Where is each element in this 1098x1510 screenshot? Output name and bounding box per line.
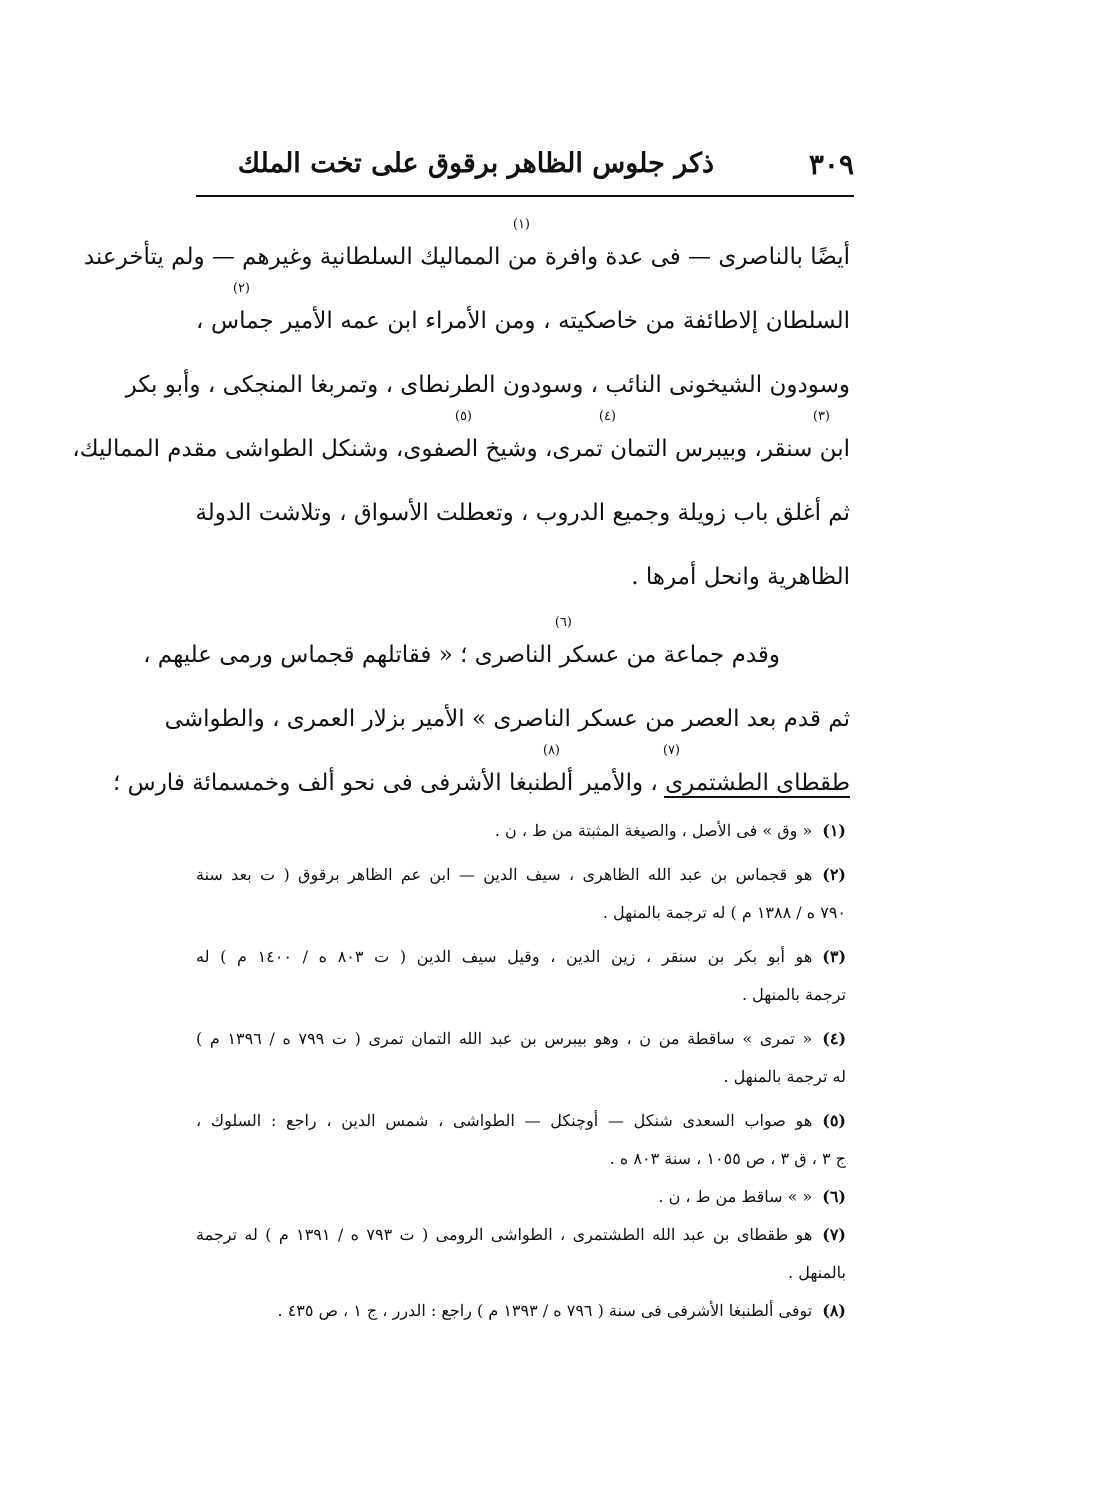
footnote-number: (٥) bbox=[822, 1111, 846, 1130]
footnote-number: (٤) bbox=[822, 1029, 847, 1048]
text-line: (٧) (٨) طقطاى الطشتمرى ، والأمير ألطنبغا الأشرفى فى نحو ألف وخمسمائة فارس ؛ bbox=[113, 743, 850, 796]
text-line: الظاهرية وانحل أمرها . bbox=[631, 564, 850, 590]
footnote-ref: (٦) bbox=[554, 615, 572, 630]
footnote bbox=[196, 1218, 846, 1256]
footnote-text: هو طقطاى بن عبد الله الطشتمرى ، الطواشى الرومى ( ت ٧٩٣ ه / ١٣٩١ م ) له ترجمة bbox=[196, 1225, 813, 1244]
footnote-ref: (٢) bbox=[232, 281, 250, 296]
footnote-text: هو صواب السعدى شنكل — أوچنكل — الطواشى ، شمس الدين ، راجع : السلوك ، bbox=[196, 1111, 813, 1130]
footnote-number: (٢) bbox=[822, 865, 846, 884]
footnotes bbox=[196, 814, 846, 1332]
footnote-ref: (٧) bbox=[662, 743, 680, 758]
footnote-text: هو أبو بكر بن سنقر ، زين الدين ، وقيل سيف الدين ( ت ٨٠٣ ه / ١٤٠٠ م ) له bbox=[196, 947, 813, 966]
footnote-ref: (٨) bbox=[542, 743, 560, 758]
footnote-continuation: له ترجمة بالمنهل . bbox=[723, 1067, 846, 1086]
text-line: (١) أيضًا بالناصرى — فى عدة وافرة من المماليك السلطانية وغيرهم — ولم يتأخرعند bbox=[83, 217, 850, 270]
footnote bbox=[196, 814, 846, 852]
footnote bbox=[196, 1180, 846, 1218]
footnote-text: « » ساقط من ط ، ن . bbox=[658, 1187, 813, 1206]
page-header bbox=[196, 148, 854, 188]
header-rule bbox=[196, 195, 854, 197]
footnote-number: (١) bbox=[822, 821, 846, 840]
footnote-number: (٨) bbox=[822, 1301, 846, 1320]
footnote-number: (٦) bbox=[822, 1187, 846, 1206]
footnote-continuation: بالمنهل . bbox=[788, 1263, 846, 1282]
footnote bbox=[196, 858, 846, 896]
text-line: (٦) وقدم جماعة من عسكر الناصرى ؛ « فقاتلهم قجماس ورمى عليهم ، bbox=[143, 615, 780, 668]
text-line: (٢) السلطان إلاطائفة من خاصكيته ، ومن الأمراء ابن عمه الأمير جماس ، bbox=[196, 281, 850, 334]
footnote-ref: (٥) bbox=[454, 409, 472, 424]
footnote bbox=[196, 1022, 846, 1060]
running-title: ذكر جلوس الظاهر برقوق على تخت الملك bbox=[237, 148, 714, 179]
footnote-ref: (٤) bbox=[598, 409, 616, 424]
page-number: ٣٠٩ bbox=[808, 148, 854, 181]
text-line: ثم قدم بعد العصر من عسكر الناصرى » الأمير بزلار العمرى ، والطواشى bbox=[164, 706, 850, 732]
footnote-ref: (١) bbox=[512, 217, 530, 232]
footnote-number: (٣) bbox=[822, 947, 847, 966]
footnote bbox=[196, 940, 846, 978]
footnote-continuation: ٧٩٠ ه / ١٣٨٨ م ) له ترجمة بالمنهل . bbox=[602, 903, 846, 922]
main-text bbox=[72, 217, 850, 822]
footnote-text: « وق » فى الأصل ، والصيغة المثبتة من ط ، ن . bbox=[494, 821, 813, 840]
footnote-continuation: ترجمة بالمنهل . bbox=[741, 985, 846, 1004]
footnote-text: هو قجماس بن عبد الله الظاهرى ، سيف الدين — ابن عم الظاهر برقوق ( ت بعد سنة bbox=[196, 865, 813, 884]
text-line: ثم أغلق باب زويلة وجميع الدروب ، وتعطلت الأسواق ، وتلاشت الدولة bbox=[195, 500, 850, 526]
footnote-number: (٧) bbox=[822, 1225, 846, 1244]
footnote-text: « تمرى » ساقطة من ن ، وهو بيبرس بن عبد الله التمان تمرى ( ت ٧٩٩ ه / ١٣٩٦ م ) bbox=[196, 1029, 813, 1048]
footnote-ref: (٣) bbox=[812, 409, 830, 424]
footnote bbox=[196, 1294, 846, 1332]
footnote bbox=[196, 1104, 846, 1142]
text-line: وسودون الشيخونى النائب ، وسودون الطرنطاى ، وتمربغا المنجكى ، وأبو بكر bbox=[125, 372, 850, 398]
footnote-continuation: ج ٣ ، ق ٣ ، ص ١٠٥٥ ، سنة ٨٠٣ ه . bbox=[609, 1149, 846, 1168]
footnote-rule bbox=[664, 796, 850, 798]
footnote-text: توفى ألطنبغا الأشرفى فى سنة ( ٧٩٦ ه / ١٣٩٣ م ) راجع : الدرر ، ج ١ ، ص ٤٣٥ . bbox=[277, 1301, 813, 1320]
text-line: (٣) (٤) (٥) ابن سنقر، وبيبرس التمان تمرى، وشيخ الصفوى، وشنكل الطواشى مقدم المماليك، bbox=[72, 409, 850, 462]
